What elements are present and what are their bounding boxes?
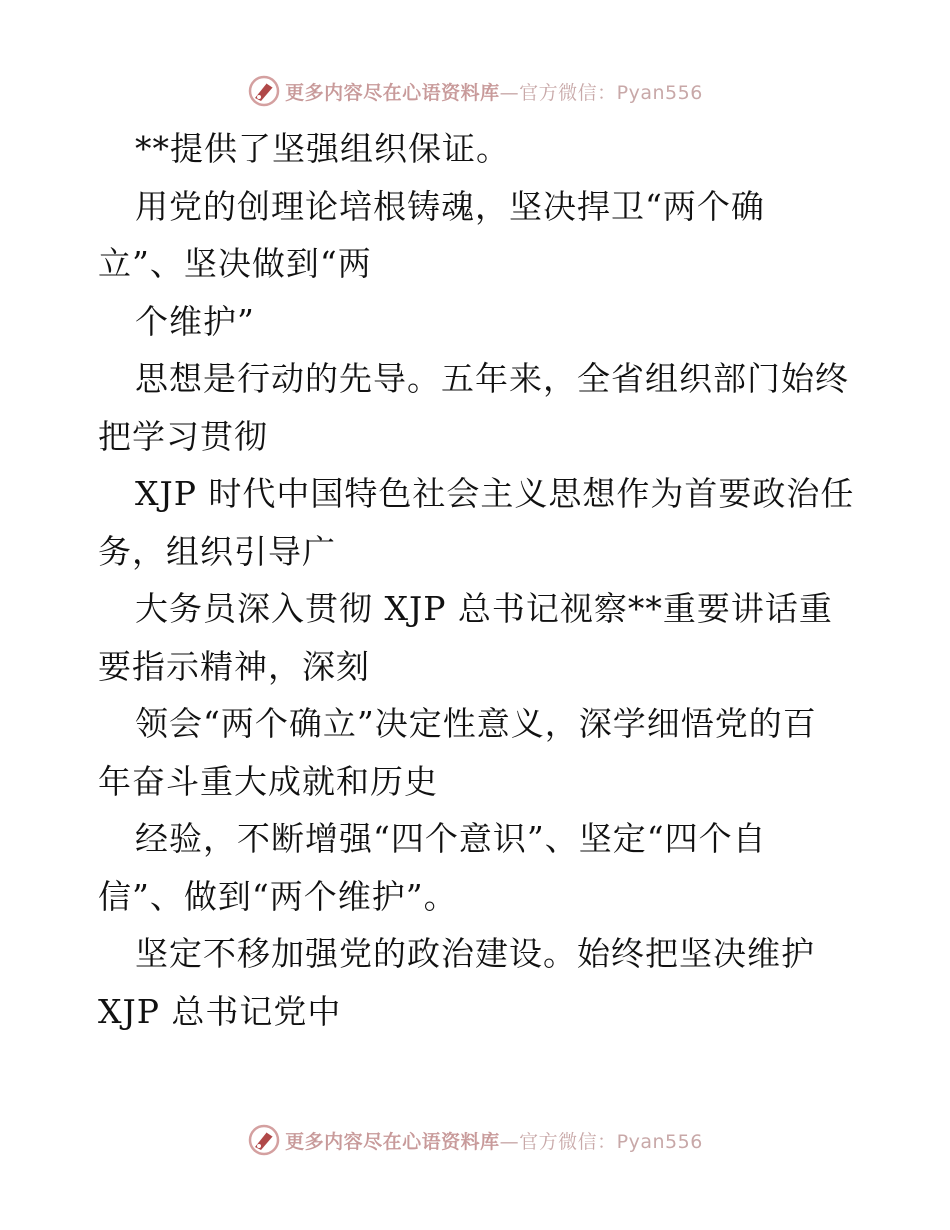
body-line: 个维护” xyxy=(135,301,255,341)
body-line: 大务员深入贯彻 XJP 总书记视察**重要讲话重 xyxy=(135,589,833,628)
watermark-title: 更多内容尽在心语资料库 xyxy=(285,81,500,104)
body-line: XJP 时代中国特色社会主义思想作为首要政治任 xyxy=(135,474,855,513)
body-line: 领会“两个确立”决定性意义，深学细悟党的百 xyxy=(135,704,817,743)
body-line: 经验，不断增强“四个意识”、坚定“四个自 xyxy=(135,819,767,858)
watermark-wechat: —官方微信：Pyan556 xyxy=(499,1130,703,1153)
pen-nib-logo-icon xyxy=(247,1123,281,1157)
watermark-title: 更多内容尽在心语资料库 xyxy=(285,1130,500,1153)
body-line: 思想是行动的先导。五年来，全省组织部门始终 xyxy=(135,359,849,398)
body-line: 务，组织引导广 xyxy=(98,531,336,571)
body-line: **提供了坚强组织保证。 xyxy=(135,129,510,168)
body-line: 年奋斗重大成就和历史 xyxy=(98,761,438,801)
watermark-wechat: —官方微信：Pyan556 xyxy=(499,81,703,104)
body-line: 信”、做到“两个维护”。 xyxy=(98,876,458,916)
body-line: 用党的创理论培根铸魂，坚决捍卫“两个确 xyxy=(135,186,765,226)
body-line: XJP 总书记党中 xyxy=(98,991,342,1031)
body-line: 把学习贯彻 xyxy=(98,416,268,456)
body-line: 立”、坚决做到“两 xyxy=(98,244,372,283)
header-watermark xyxy=(0,71,950,111)
body-line: 要指示精神，深刻 xyxy=(98,646,370,686)
document-body xyxy=(98,120,858,1040)
body-line: 坚定不移加强党的政治建设。始终把坚决维护 xyxy=(135,934,815,973)
pen-nib-logo-icon xyxy=(247,74,281,108)
footer-watermark xyxy=(0,1120,950,1160)
